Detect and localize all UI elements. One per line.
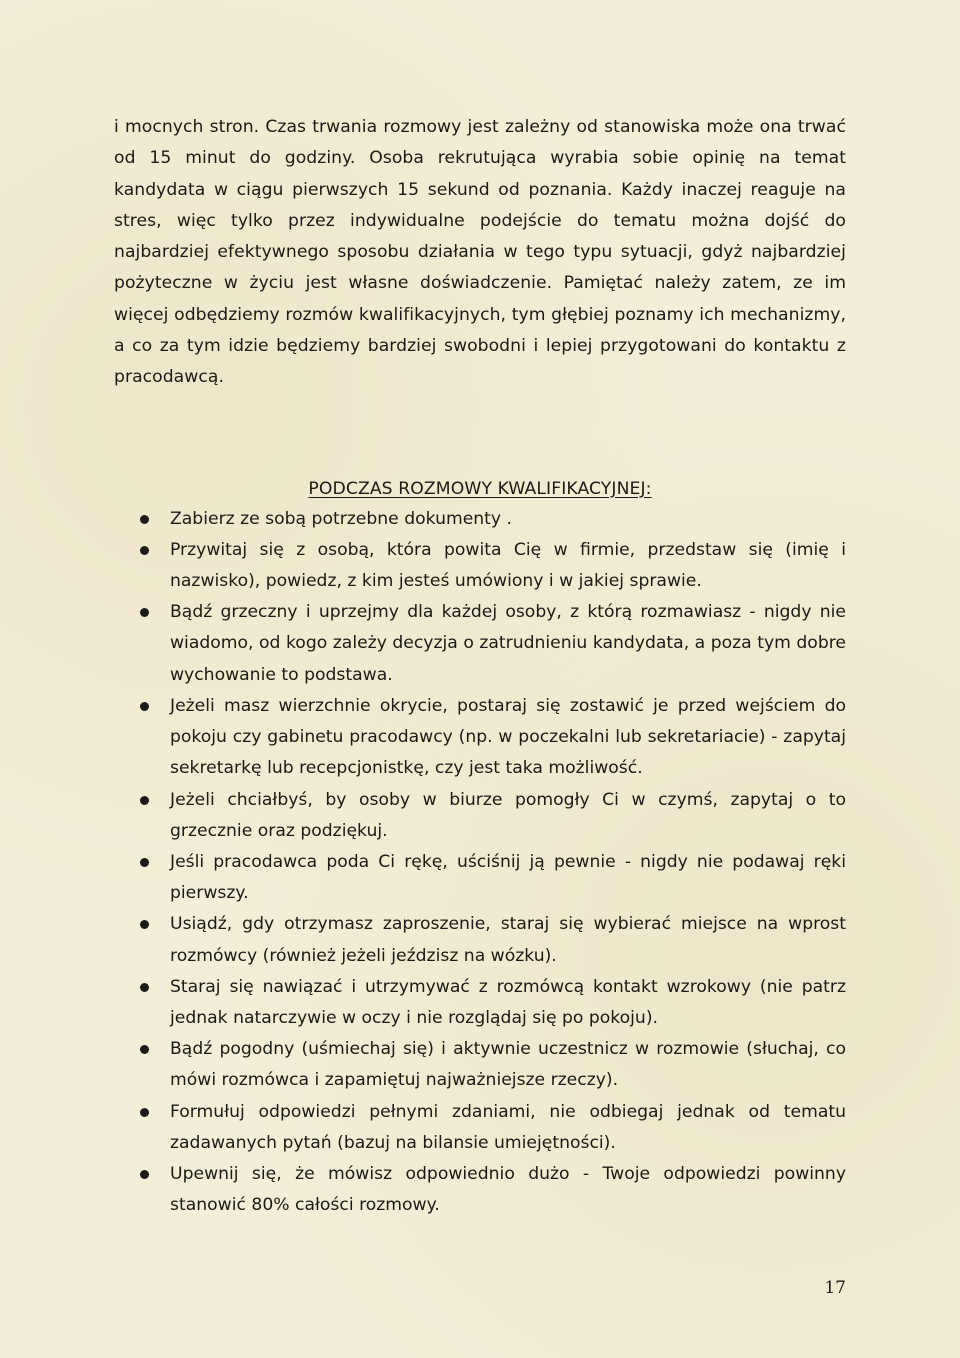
list-item <box>84 504 846 535</box>
list-item <box>84 785 846 847</box>
list-item <box>84 972 846 1034</box>
bullet-dot-icon <box>140 858 149 867</box>
bullet-dot-icon <box>140 983 149 992</box>
bullet-list-wrapper <box>84 504 846 1222</box>
list-item-text: Jeśli pracodawca poda Ci rękę, uściśnij ją pewnie - nigdy nie podawaj ręki pierwszy. <box>170 851 846 904</box>
list-item-text: Staraj się nawiązać i utrzymywać z rozmówcą kontakt wzrokowy (nie patrz jednak natarczywie w oczy i nie rozglądaj się po pokoju). <box>170 976 846 1028</box>
bullet-dot-icon <box>140 608 149 617</box>
bullet-dot-icon <box>140 1170 149 1179</box>
list-item <box>84 847 846 909</box>
list-item <box>84 1097 846 1159</box>
list-item-text: Usiądź, gdy otrzymasz zaproszenie, staraj się wybierać miejsce na wprost rozmówcy (również jeżeli jeździsz na wózku). <box>170 914 846 966</box>
list-item-text: Bądź pogodny (uśmiechaj się) i aktywnie uczestnicz w rozmowie (słuchaj, co mówi rozmówca i zapamiętuj najważniejsze rzeczy). <box>170 1039 846 1091</box>
list-item-text: Formułuj odpowiedzi pełnymi zdaniami, nie odbiegaj jednak od tematu zadawanych pytań (bazuj na bilansie umiejętności). <box>170 1101 846 1153</box>
list-item-text: Bądź grzeczny i uprzejmy dla każdej osoby, z którą rozmawiasz - nigdy nie wiadomo, od kogo zależy decyzja o zatrudnieniu kandydata, a poza tym dobre wychowanie to podstawa. <box>170 602 846 685</box>
intro-paragraph: i mocnych stron. Czas trwania rozmowy jest zależny od stanowiska może ona trwać od 15 minut do godziny. Osoba rekrutująca wyrabia sobie opinię na temat kandydata w ciągu pierwszych 15 sekund od poznania. Każdy inaczej reaguje na stres, więc tylko przez indywidualne podejście do tematu można dojść do najbardziej efektywnego sposobu działania w tego typu sytuacji, gdyż najbardziej pożyteczne w życiu jest własne doświadczenie. Pamiętać należy zatem, ze im więcej odbędziemy rozmów kwalifikacyjnych, tym głębiej poznamy ich mechanizmy, a co za tym idzie będziemy bardziej swobodni i lepiej przygotowani do kontaktu z pracodawcą. <box>114 117 846 388</box>
bullet-dot-icon <box>140 920 149 929</box>
bullet-dot-icon <box>140 796 149 805</box>
list-item <box>84 1034 846 1096</box>
list-item-text: Jeżeli chciałbyś, by osoby w biurze pomogły Ci w czymś, zapytaj o to grzecznie oraz podziękuj. <box>170 789 846 841</box>
list-item <box>84 909 846 971</box>
list-item-text: Zabierz ze sobą potrzebne dokumenty . <box>170 508 513 529</box>
list-item-text: Upewnij się, że mówisz odpowiednio dużo - Twoje odpowiedzi powinny stanowić 80% całości rozmowy. <box>170 1163 846 1216</box>
bullet-dot-icon <box>140 1108 149 1117</box>
bullet-list <box>84 504 846 1222</box>
section-heading: PODCZAS ROZMOWY KWALIFIKACYJNEJ: <box>308 478 652 499</box>
bullet-dot-icon <box>140 1045 149 1054</box>
list-item-text: Jeżeli masz wierzchnie okrycie, postaraj się zostawić je przed wejściem do pokoju czy gabinetu pracodawcy (np. w poczekalni lub sekretariacie) - zapytaj sekretarkę lub recepcjonistkę, czy jest taka możliwość. <box>170 695 846 779</box>
page-number: 17 <box>824 1278 846 1298</box>
list-item <box>84 691 846 785</box>
bullet-dot-icon <box>140 546 149 555</box>
list-item <box>84 535 846 597</box>
bullet-dot-icon <box>140 515 149 524</box>
list-item <box>84 1159 846 1221</box>
list-item-text: Przywitaj się z osobą, która powita Cię w firmie, przedstaw się (imię i nazwisko), powiedz, z kim jesteś umówiony i w jakiej sprawie. <box>170 539 846 592</box>
list-item <box>84 597 846 691</box>
bullet-dot-icon <box>140 702 149 711</box>
